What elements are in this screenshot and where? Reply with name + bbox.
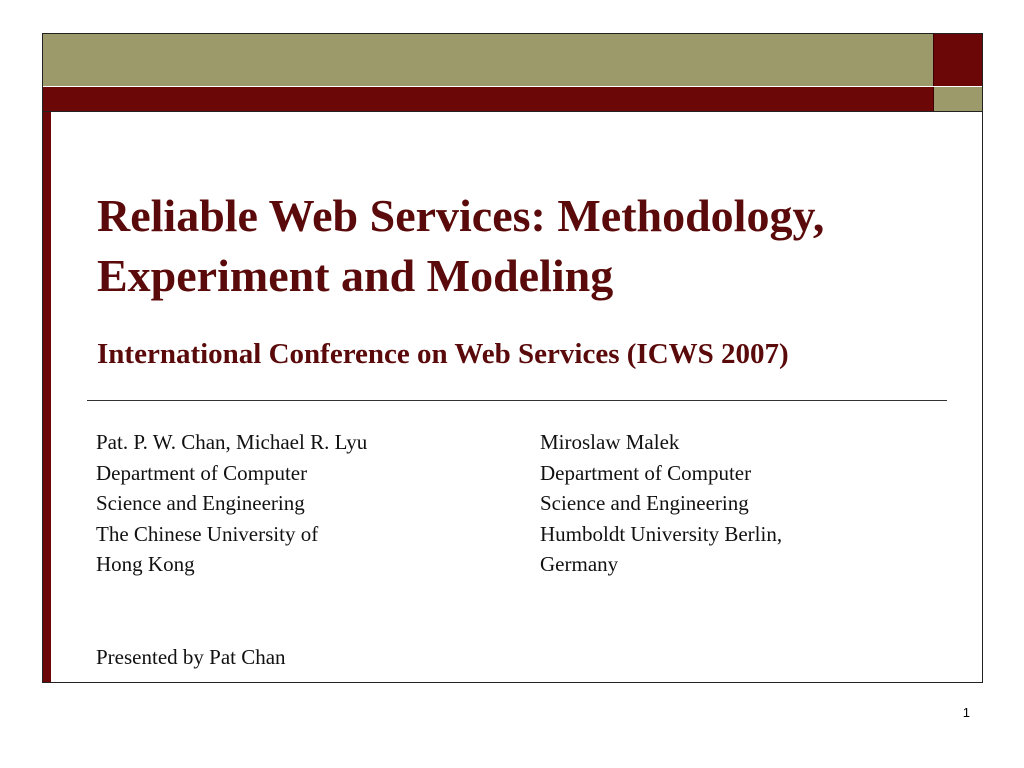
title-divider (87, 400, 947, 401)
slide-subtitle: International Conference on Web Services (ICWS 2007) (97, 338, 789, 370)
header-square-olive (933, 87, 982, 111)
author-block-left: Pat. P. W. Chan, Michael R. Lyu Department of Computer Science and Engineering The Chinese University of Hong Kong (96, 430, 368, 576)
header-band-olive (43, 34, 933, 86)
slide-frame (42, 33, 983, 683)
slide-title: Reliable Web Services: Methodology, Experiment and Modeling (97, 190, 825, 301)
header-square-maroon (933, 34, 982, 86)
page-number: 1 (962, 705, 970, 720)
header-band-maroon (43, 87, 933, 111)
side-accent-bar (43, 112, 51, 682)
presenter-line: Presented by Pat Chan (96, 645, 286, 669)
header-rule (43, 111, 982, 112)
author-block-right: Miroslaw Malek Department of Computer Science and Engineering Humboldt University Berlin, Germany (540, 430, 783, 576)
